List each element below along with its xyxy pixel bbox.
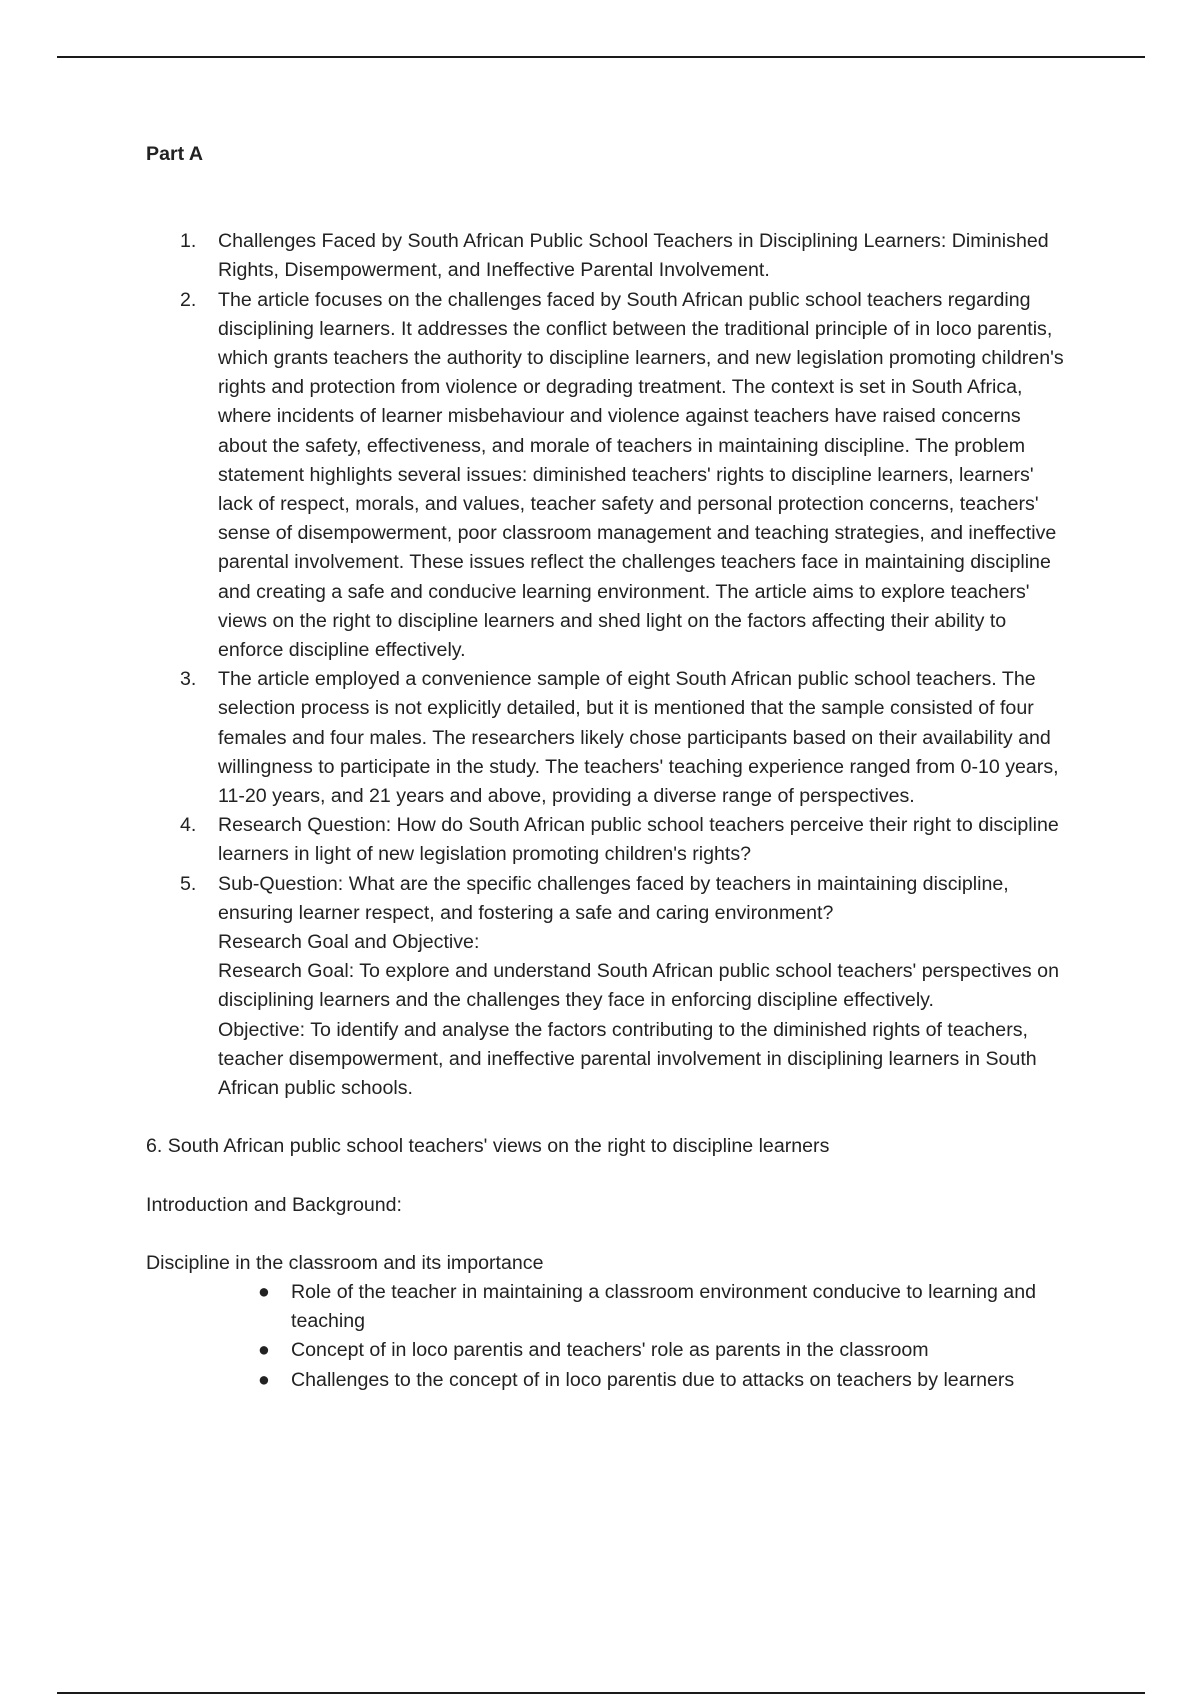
bullet-item bbox=[146, 1366, 1066, 1395]
item-number: 2. bbox=[180, 288, 197, 311]
list-item bbox=[146, 870, 1066, 1104]
research-goal-text: Research Goal: To explore and understand South African public school teachers' perspectives on disciplining learners and the challenges they face in enforcing discipline effectively. bbox=[218, 960, 1059, 1012]
intro-heading: Introduction and Background: bbox=[146, 1193, 402, 1216]
numbered-list bbox=[146, 227, 1066, 1103]
bullet-text: Concept of in loco parentis and teachers' role as parents in the classroom bbox=[291, 1339, 929, 1362]
list-item bbox=[146, 286, 1066, 666]
bullet-icon: ● bbox=[258, 1339, 270, 1362]
bullet-icon: ● bbox=[258, 1368, 270, 1391]
item-text: Research Question: How do South African public school teachers perceive their right to discipline learners in light of new legislation promoting children's rights? bbox=[218, 814, 1059, 866]
item-text: The article employed a convenience sample of eight South African public school teachers. The selection process is not explicitly detailed, but it is mentioned that the sample consisted of four females and four males. The researchers likely chose participants based on their availability and willingness to participate in the study. The teachers' teaching experience ranged from 0-10 years, 11-20 years, and 21 years and above, providing a diverse range of perspectives. bbox=[218, 668, 1059, 808]
section-6-title: 6. South African public school teachers' views on the right to discipline learners bbox=[146, 1135, 830, 1158]
part-title: Part A bbox=[146, 143, 203, 165]
document-body bbox=[146, 140, 1066, 1395]
item-number: 3. bbox=[180, 668, 197, 691]
objective-text: Objective: To identify and analyse the factors contributing to the diminished rights of teachers, teacher disempowerment, and ineffective parental involvement in disciplining learners in South African public schools. bbox=[218, 1018, 1037, 1100]
item-number: 1. bbox=[180, 230, 197, 253]
list-item bbox=[146, 811, 1066, 869]
list-item bbox=[146, 227, 1066, 285]
discipline-heading: Discipline in the classroom and its importance bbox=[146, 1251, 544, 1274]
bullet-text: Role of the teacher in maintaining a classroom environment conducive to learning and teaching bbox=[291, 1280, 1036, 1333]
item-number: 5. bbox=[180, 872, 197, 895]
bullet-icon: ● bbox=[258, 1280, 270, 1303]
bullet-text: Challenges to the concept of in loco parentis due to attacks on teachers by learners bbox=[291, 1368, 1015, 1391]
top-rule bbox=[57, 56, 1145, 58]
bullet-list bbox=[146, 1278, 1066, 1395]
list-item bbox=[146, 665, 1066, 811]
item-text: Challenges Faced by South African Public School Teachers in Disciplining Learners: Diminished Rights, Disempowerment, and Ineffective Parental Involvement. bbox=[218, 230, 1049, 282]
bullet-item bbox=[146, 1278, 1066, 1336]
sub-question-text: Sub-Question: What are the specific challenges faced by teachers in maintaining discipline, ensuring learner respect, and fostering a safe and caring environment? bbox=[218, 872, 1009, 924]
research-goal-heading: Research Goal and Objective: bbox=[218, 931, 480, 954]
item-number: 4. bbox=[180, 814, 197, 837]
bottom-rule bbox=[57, 1692, 1145, 1694]
item-text: The article focuses on the challenges faced by South African public school teachers regarding disciplining learners. It addresses the conflict between the traditional principle of in loco parentis, which grants teachers the authority to discipline learners, and new legislation promoting children's rights and protection from violence or degrading treatment. The context is set in South Africa, where incidents of learner misbehaviour and violence against teachers have raised concerns about the safety, effectiveness, and morale of teachers in maintaining discipline. The problem statement highlights several issues: diminished teachers' rights to discipline learners, learners' lack of respect, morals, and values, teacher safety and personal protection concerns, teachers' sense of disempowerment, poor classroom management and teaching strategies, and ineffective parental involvement. These issues reflect the challenges teachers face in maintaining discipline and creating a safe and conducive learning environment. The article aims to explore teachers' views on the right to discipline learners and shed light on the factors affecting their ability to enforce discipline effectively. bbox=[218, 288, 1064, 662]
bullet-item bbox=[146, 1336, 1066, 1365]
